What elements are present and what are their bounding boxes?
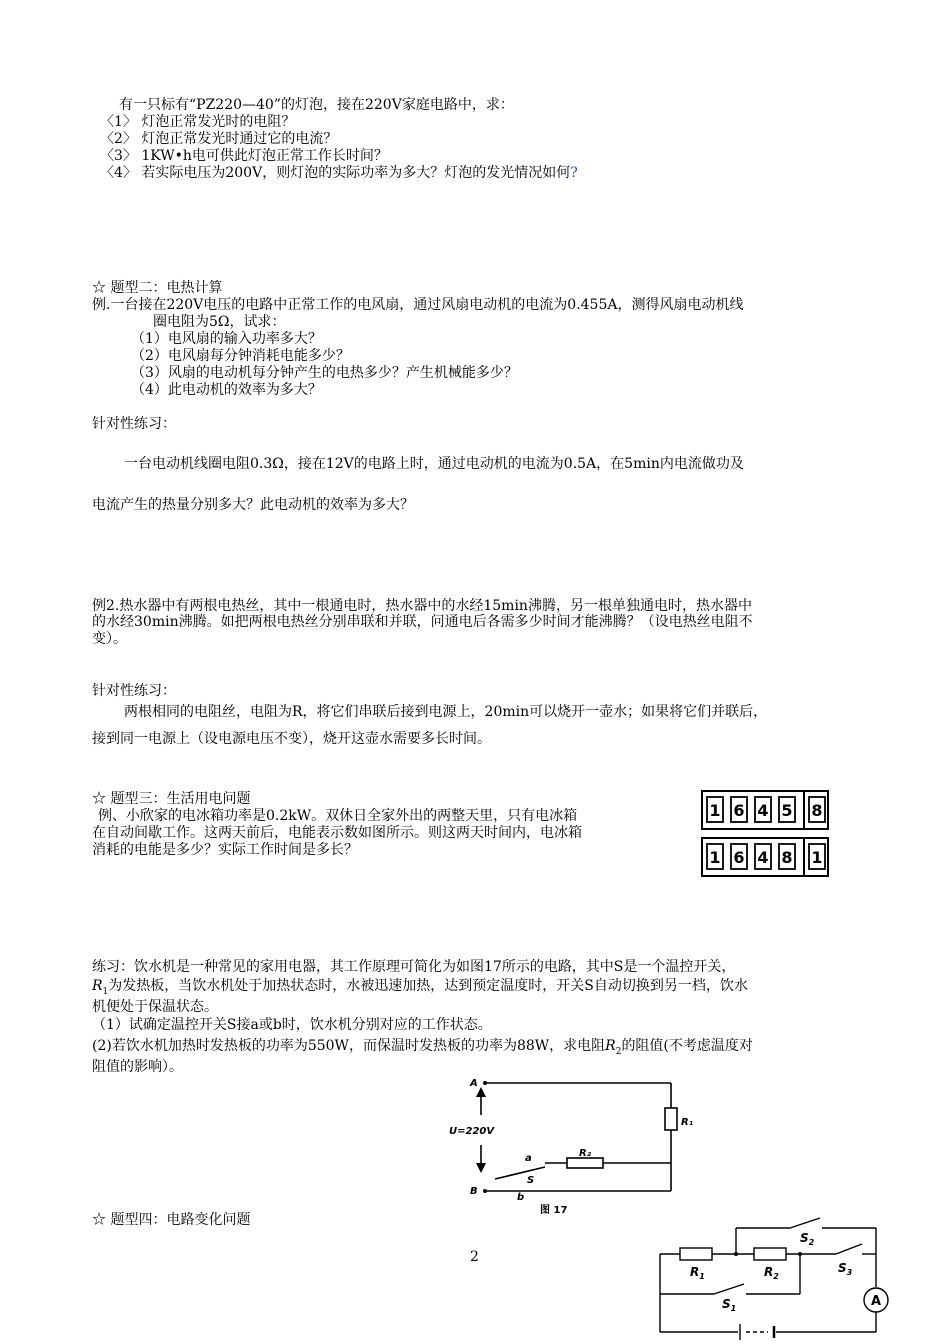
intro-line-4: 〈3〉 1KW•h电可供此灯泡正常工作长时间？ [100, 148, 388, 164]
circuit4-label-r1: $R_1$ [690, 1265, 705, 1281]
practice-line-2: $R_1$为发热板，当饮水机处于加热状态时，水被迅速加热，达到预定温度时，开关S自动切换到另一档，饮水 [92, 978, 748, 997]
practice-1-line-2: 电流产生的热量分别多大？此电动机的效率为多大？ [92, 497, 414, 513]
meter-1-digit-3: 4 [757, 801, 769, 820]
fig17-label-a: a [525, 1153, 532, 1164]
example-2-line-3: 变）。 [92, 631, 127, 647]
practice-question-2: (2)若饮水机加热时发热板的功率为550W，而保温时发热板的功率为88W，求电阻$R_2$的阻值(不考虑温度对 [92, 1038, 753, 1057]
section-3-line-1: 例、小欣家的电冰箱功率是0.2kW。双休日全家外出的两整天里，只有电冰箱 [98, 808, 578, 824]
section-3-line-2: 在自动间歇工作。这两天前后，电能表示数如图所示。则这两天时间内，电冰箱 [92, 825, 582, 841]
example-1-line-1: 例.一台接在220V电压的电路中正常工作的电风扇，通过风扇电动机的电流为0.455A，测得风扇电动机线 [92, 297, 744, 313]
intro-line-1: 有一只标有“PZ220—40”的灯泡，接在220V家庭电路中，求： [119, 97, 514, 113]
meter-2-digit-5: 1 [811, 848, 823, 867]
example-1-line-2: 圈电阻为5Ω，试求： [153, 314, 286, 330]
section-4-title: ☆ 题型四：电路变化问题 [92, 1212, 251, 1228]
section-3-line-3: 消耗的电能是多少？实际工作时间是多长？ [92, 842, 358, 858]
meter-1-digit-2: 6 [733, 801, 745, 820]
intro-line-2: 〈1〉 灯泡正常发光时的电阻？ [100, 114, 296, 130]
practice-line-3: 机便处于保温状态。 [92, 999, 218, 1015]
meter-1-digit-4: 5 [781, 801, 793, 820]
meter-2-digit-2: 6 [733, 848, 745, 867]
fig17-label-r1: R₁ [681, 1117, 694, 1128]
practice-1-line-1: 一台电动机线圈电阻0.3Ω，接在12V的电路上时，通过电动机的电流为0.5A，在5min内电流做功及 [124, 456, 744, 472]
practice-question-2-cont: 阻值的影响）。 [92, 1059, 183, 1075]
circuit4-label-s3: $S_3$ [838, 1261, 853, 1277]
electricity-meter-readings [698, 788, 846, 880]
example-2-line-2: 的水经30min沸腾。如把两根电热丝分别串联和并联，问通电后各需多少时间才能沸腾？（设电热丝电阻不 [92, 614, 753, 630]
example-1-question-4: （4）此电动机的效率为多大？ [131, 382, 322, 398]
example-2-line-1: 例2.热水器中有两根电热丝，其中一根通电时，热水器中的水经15min沸腾，另一根单独通电时，热水器中 [92, 598, 752, 614]
section-2-title: ☆ 题型二：电热计算 [92, 280, 223, 296]
example-1-question-3: （3）风扇的电动机每分钟产生的电热多少？产生机械能多少？ [131, 365, 518, 381]
practice-2-title: 针对性练习： [92, 683, 176, 699]
figure-17-circuit [445, 1075, 694, 1217]
meter-1-digit-1: 1 [709, 801, 721, 820]
meter-2-digit-4: 8 [781, 848, 793, 867]
meter-2-digit-1: 1 [709, 848, 721, 867]
meter-2-digit-3: 4 [757, 848, 769, 867]
practice-line-1: 练习：饮水机是一种常见的家用电器，其工作原理可简化为如图17所示的电路，其中S是一个温控开关， [92, 959, 736, 975]
page-number: 2 [470, 1249, 479, 1265]
ammeter-label: A [871, 1294, 882, 1309]
circuit4-label-r2: $R_2$ [764, 1265, 779, 1281]
fig17-label-s: S [527, 1175, 535, 1186]
fig17-label-B: B [470, 1186, 478, 1197]
fig17-label-voltage: U=220V [449, 1126, 495, 1137]
section-4-circuit [650, 1214, 890, 1344]
circuit4-label-s1: $S_1$ [722, 1297, 737, 1313]
example-1-question-1: （1）电风扇的输入功率多大？ [131, 331, 322, 347]
intro-line-3: 〈2〉 灯泡正常发光时通过它的电流？ [100, 131, 338, 147]
fig17-caption: 图 17 [540, 1205, 568, 1216]
fig17-label-b: b [517, 1192, 525, 1203]
example-1-question-2: （2）电风扇每分钟消耗电能多少？ [131, 348, 350, 364]
fig17-label-A: A [470, 1078, 478, 1089]
practice-2-line-2: 接到同一电源上（设电源电压不变），烧开这壶水需要多长时间。 [92, 731, 491, 747]
practice-question-1: （1）试确定温控开关S接a或b时，饮水机分别对应的工作状态。 [92, 1017, 492, 1033]
circuit4-label-s2: $S_2$ [800, 1231, 815, 1247]
practice-2-line-1: 两根相同的电阻丝，电阻为R，将它们串联后接到电源上，20min可以烧开一壶水；如果将它们并联后， [124, 704, 768, 720]
fig17-label-r2: R₂ [579, 1148, 592, 1159]
practice-1-title: 针对性练习： [92, 416, 176, 432]
meter-1-digit-5: 8 [811, 801, 823, 820]
intro-line-5: 〈4〉 若实际电压为200V，则灯泡的实际功率为多大？灯泡的发光情况如何? [100, 165, 578, 181]
section-3-title: ☆ 题型三：生活用电问题 [92, 791, 251, 807]
